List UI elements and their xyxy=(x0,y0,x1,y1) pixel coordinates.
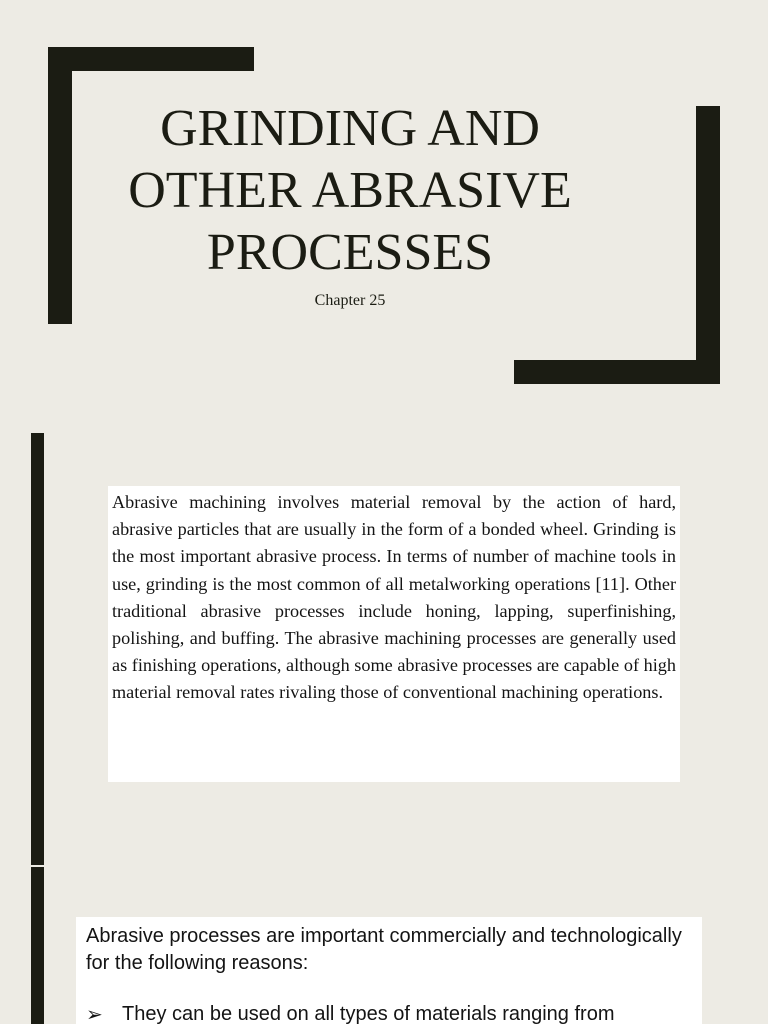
slide2-accent-bar xyxy=(31,433,44,865)
abrasive-machining-paragraph: Abrasive machining involves material removal by the action of hard, abrasive particles that are usually in the form of a bonded wheel. Grinding is the most important abrasive process. In terms of number of machine tools in use, grinding is the most common of all metalworking operations [11]. Other traditional abrasive processes include honing, lapping, superfinishing, polishing, and buffing. The abrasive machining processes are generally used as finishing operations, although some abrasive processes are capable of high material removal rates rivaling those of conventional machining operations. xyxy=(112,492,676,703)
slide3-accent-bar xyxy=(31,867,44,1024)
title-line-1: GRINDING AND xyxy=(160,100,540,157)
slide-title xyxy=(100,98,600,284)
bracket-bottom-right-horizontal xyxy=(514,360,720,384)
bracket-top-left-vertical xyxy=(48,47,72,324)
bracket-bottom-right-vertical xyxy=(696,106,720,384)
title-line-3: PROCESSES xyxy=(206,224,494,281)
arrow-bullet-icon: ➢ xyxy=(86,1002,103,1024)
slide-subtitle: Chapter 25 xyxy=(314,292,386,309)
abrasive-machining-paragraph-box xyxy=(108,486,680,782)
reason-bullet xyxy=(86,1001,692,1024)
bracket-top-left-horizontal xyxy=(48,47,254,71)
reasons-text-box xyxy=(76,917,702,1024)
reasons-intro: Abrasive processes are important commercially and technologically for the following reasons: xyxy=(86,925,682,974)
reason-bullet-text: They can be used on all types of materials ranging from xyxy=(122,1003,615,1024)
title-line-2: OTHER ABRASIVE xyxy=(128,162,572,219)
